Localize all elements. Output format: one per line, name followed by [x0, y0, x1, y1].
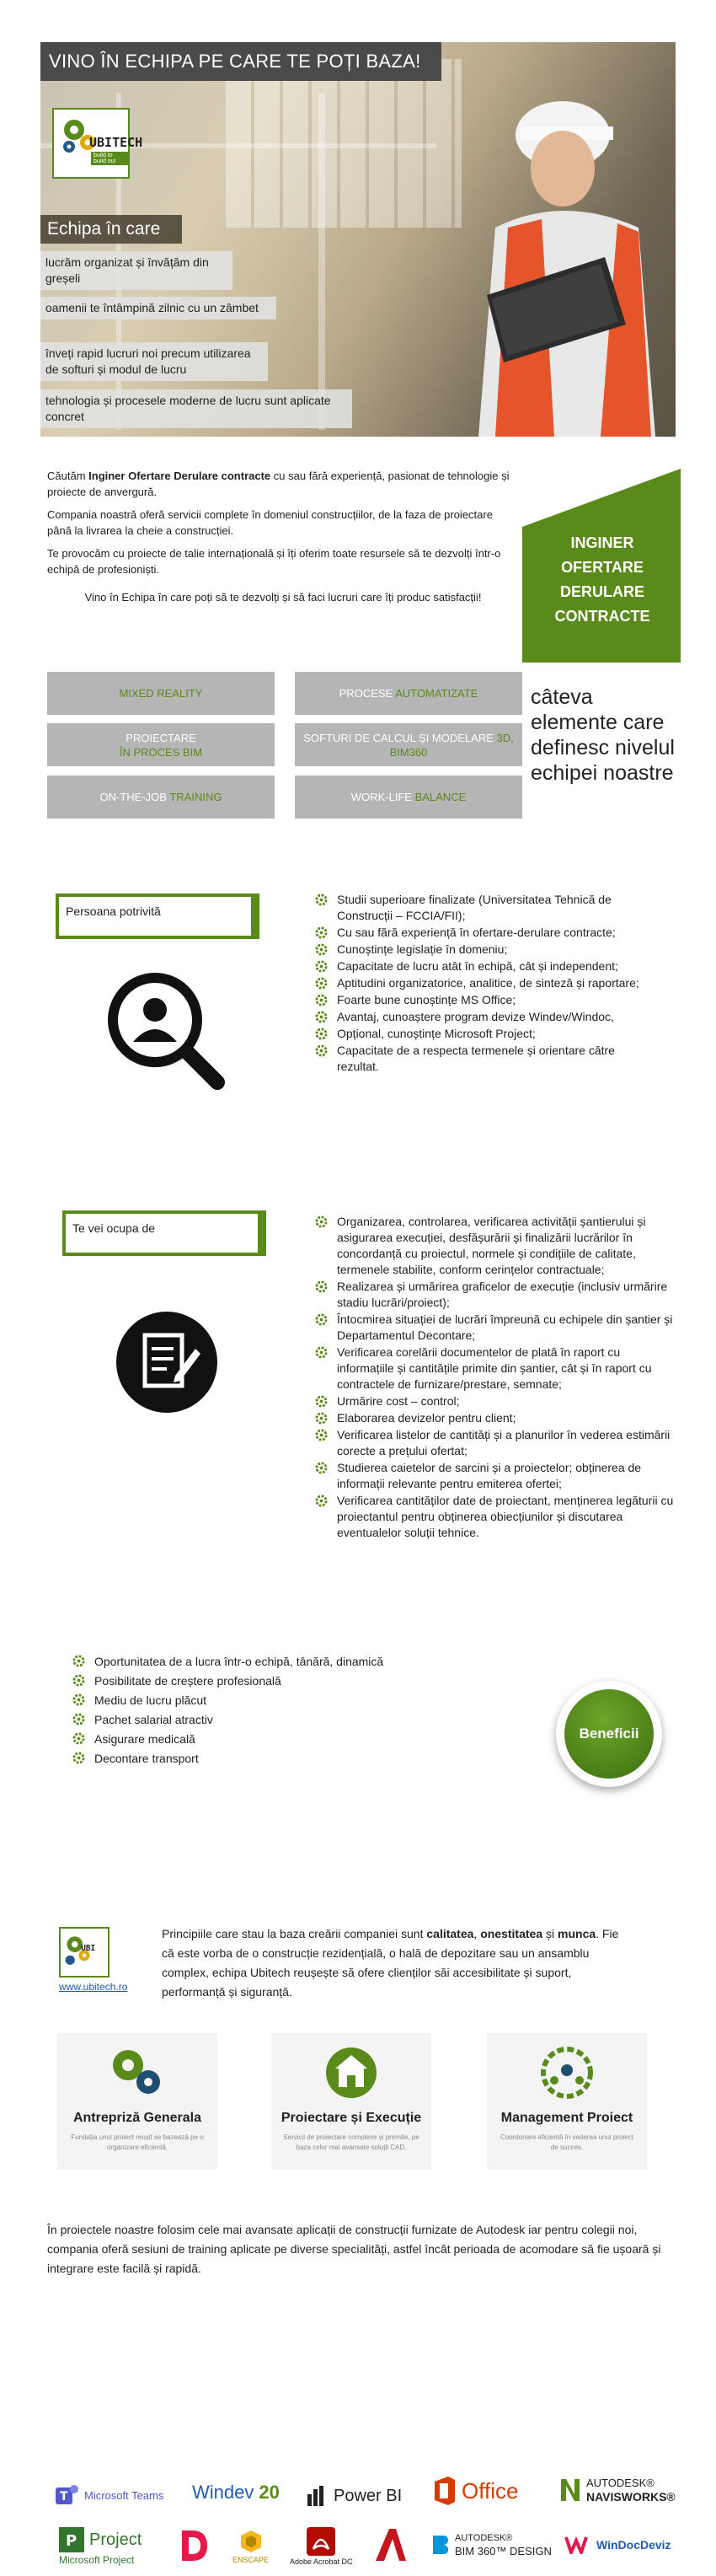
- powerbi-logo: [305, 2484, 402, 2508]
- windev-number: 20: [259, 2482, 280, 2503]
- cog-icon: [72, 1732, 85, 1745]
- list-item-text: Avantaj, cunoaștere program devize Windev/Windoc,: [337, 1010, 614, 1023]
- list-item: [315, 892, 652, 924]
- cell-text: PROCESE: [339, 687, 396, 700]
- intro-paragraph: Compania noastră oferă servicii complete în domeniul construcțiilor, de la faza de proiectare până la livrarea la cheie a construcției.: [47, 508, 493, 537]
- duties-list: [315, 1214, 679, 1542]
- list-item-text: Oportunitatea de a lucra într-o echipă, tânără, dinamică: [94, 1655, 384, 1668]
- cog-icon: [315, 926, 328, 939]
- service-card: [487, 2033, 647, 2170]
- list-item: [315, 1344, 679, 1393]
- list-item: [315, 1393, 679, 1409]
- list-item-text: Pachet salarial atractiv: [94, 1713, 213, 1726]
- list-item: [72, 1691, 477, 1709]
- project-label: Project: [89, 2530, 142, 2549]
- project-icon: [59, 2527, 84, 2552]
- list-item-text: Posibilitate de creștere profesională: [94, 1674, 281, 1688]
- list-item-text: Capacitate de lucru atât în echipă, cât și independent;: [337, 959, 618, 973]
- cell-text: WORK-LIFE: [350, 791, 415, 803]
- autocad-icon: [374, 2527, 408, 2563]
- benefits-label: Beneficii: [564, 1689, 654, 1779]
- svg-text:UBI: UBI: [81, 1944, 96, 1954]
- office-logo: [431, 2477, 518, 2505]
- card-title: Management Proiect: [500, 2111, 633, 2125]
- intro-text: [47, 468, 519, 612]
- enscape-logo: [232, 2529, 269, 2564]
- service-card: [271, 2033, 431, 2170]
- hero-title: VINO ÎN ECHIPA PE CARE TE POȚI BAZA!: [40, 42, 441, 81]
- company-value: munca: [558, 1927, 596, 1940]
- list-item: [72, 1652, 477, 1671]
- cog-icon: [72, 1713, 85, 1725]
- cell-text: SOFTURI DE CALCUL ȘI MODELARE: [303, 731, 497, 744]
- list-item-text: Mediu de lucru plăcut: [94, 1693, 207, 1707]
- list-item: [315, 1214, 679, 1278]
- cell-highlight: MIXED REALITY: [119, 687, 203, 700]
- autodesk-label: AUTODESK®: [586, 2477, 655, 2489]
- benefits-badge: [556, 1681, 662, 1787]
- acrobat-icon: [307, 2527, 335, 2556]
- intro-cta: Vino în Echipa în care poți să te dezvolți și să faci lucruri care îți produc satisfacții!: [84, 591, 482, 604]
- office-label: Office: [462, 2477, 519, 2504]
- cog-icon: [315, 943, 328, 956]
- cell-highlight: AUTOMATIZATE: [395, 687, 478, 700]
- card-description: Servicii de proiectare complexe și premite, pe baza celor mai avansate soluții CAD.: [283, 2133, 419, 2151]
- bim360-label: BIM 360™ DESIGN: [455, 2545, 552, 2557]
- windev-label: Windev: [192, 2482, 254, 2503]
- elements-caption: câteva elemente care definesc nivelul echipei noastre: [531, 685, 675, 785]
- benefits-list: [72, 1652, 477, 1768]
- msproject-logo: [59, 2527, 142, 2566]
- list-item-text: Asigurare medicală: [94, 1732, 195, 1746]
- element-cell: [47, 672, 275, 715]
- navisworks-text: [586, 2477, 676, 2504]
- element-cell: [295, 775, 522, 818]
- team-item: înveți rapid lucruri noi precum utilizarea de softuri și modul de lucru: [40, 342, 268, 381]
- acrobat-label: Adobe Acrobat DC: [290, 2557, 353, 2566]
- intro-job-name: Inginer Ofertare Derulare contracte: [88, 470, 271, 482]
- windoc-icon: [564, 2536, 591, 2554]
- list-item: [72, 1730, 477, 1748]
- cog-icon: [72, 1674, 85, 1687]
- document-icon: [116, 1312, 217, 1413]
- d-app-icon: [179, 2529, 209, 2563]
- list-item: [315, 1026, 652, 1042]
- gears-icon: [61, 1929, 108, 1976]
- list-item: [315, 975, 652, 991]
- list-item: [315, 1410, 679, 1426]
- list-item: [315, 1043, 652, 1075]
- enscape-icon: [238, 2529, 264, 2554]
- intro-paragraph: [47, 468, 519, 500]
- list-item-text: Verificarea cantităților date de proiectant, menținerea legăturii cu proiectantul pentru obținerea obiecțiunilor și discutarea eventualelor soluții tehnice.: [337, 1494, 674, 1539]
- teams-icon: [52, 2482, 79, 2508]
- company-text: . Fie că este vorba de o construcție rezidențială, o hală de depozitare sau un ansamblu complex, echipa Ubitech reușește să ofere clienților săi accesibilitate și suport, performanță și siguranță.: [162, 1927, 619, 1999]
- teams-logo: [52, 2482, 163, 2508]
- cog-icon: [315, 1346, 328, 1359]
- msproject-top: [59, 2527, 142, 2552]
- cog-icon: [315, 894, 328, 906]
- navisworks-icon: [559, 2477, 581, 2503]
- profile-tab: [56, 894, 259, 939]
- cell-text: ON-THE-JOB: [99, 791, 170, 803]
- cog-icon: [72, 1655, 85, 1667]
- duties-tab: [62, 1210, 266, 1256]
- company-website-link[interactable]: www.ubitech.ro: [59, 1981, 128, 1993]
- cog-icon: [315, 1462, 328, 1474]
- logo-brand: UBITECH: [89, 135, 143, 150]
- cell-highlight: ÎN PROCES BIM: [119, 745, 203, 759]
- cog-icon: [315, 1028, 328, 1040]
- list-item: [315, 958, 652, 974]
- job-title: INGINER OFERTARE DERULARE CONTRACTE: [554, 534, 650, 625]
- list-item-text: Studii superioare finalizate (Universitatea Tehnică de Construcții – FCCIA/FII);: [337, 893, 612, 922]
- navisworks-logo: [559, 2477, 676, 2504]
- list-item-text: Cu sau fără experiență în ofertare-derulare contracte;: [337, 926, 616, 939]
- company-value: calitatea: [426, 1927, 474, 1940]
- svg-text:T: T: [60, 2490, 68, 2504]
- list-item-text: Aptitudini organizatorice, analitice, de sinteză și raportare;: [337, 976, 639, 990]
- company-text: și: [542, 1927, 558, 1940]
- cog-icon: [315, 1280, 328, 1293]
- cog-icon: [315, 1313, 328, 1326]
- cog-icon: [315, 1216, 328, 1228]
- list-item-text: Întocmirea situației de lucrări împreună cu echipele din șantier și Departamentul Decontare;: [337, 1312, 673, 1342]
- profile-list: [315, 892, 652, 1076]
- cog-icon: [315, 960, 328, 973]
- intro-paragraph: Te provocăm cu proiecte de talie internațională și îți oferim toate resursele să te dezvolți într-o echipă de profesioniști.: [47, 547, 501, 576]
- list-item-text: Realizarea și urmărirea graficelor de execuție (inclusiv urmărire stadiu lucrări/proiect);: [337, 1280, 668, 1309]
- element-cell: [47, 775, 275, 818]
- card-title: Proiectare și Execuție: [281, 2111, 422, 2125]
- company-text: ,: [473, 1927, 481, 1940]
- list-item-text: Opțional, cunoștințe Microsoft Project;: [337, 1027, 536, 1040]
- cog-icon: [315, 994, 328, 1006]
- company-value: onestitatea: [480, 1927, 543, 1940]
- list-item-text: Urmărire cost – control;: [337, 1394, 460, 1408]
- cog-icon: [315, 1395, 328, 1408]
- powerbi-icon: [305, 2484, 329, 2508]
- card-description: Coordonare eficientă în vederea unui proiect de succes.: [500, 2133, 633, 2151]
- list-item-text: Verificarea corelării documentelor de plată în raport cu informațiile și cantitățile primite din șantier, cât și în raport cu contractele de furnizare/prestare, semnate;: [337, 1345, 652, 1391]
- autodesk-label: AUTODESK®: [455, 2533, 513, 2543]
- cog-icon: [315, 1011, 328, 1023]
- enscape-label: ENSCAPE: [232, 2556, 270, 2564]
- card-description: Fundația unui proiect reușit se bazează pe o organizare eficientă.: [71, 2133, 204, 2151]
- element-cell: [295, 672, 522, 715]
- list-item: [72, 1749, 477, 1768]
- cog-icon: [315, 1044, 328, 1057]
- list-item: [72, 1672, 477, 1690]
- teams-label: Microsoft Teams: [84, 2488, 164, 2502]
- list-item: [315, 1279, 679, 1311]
- list-item-text: Studierea caietelor de sarcini și a proiectelor; obținerea de informații relevante pentru emiterea ofertei;: [337, 1461, 642, 1490]
- team-item: tehnologia și procesele moderne de lucru sunt aplicate concret: [40, 389, 352, 428]
- person-search-icon: [104, 969, 226, 1091]
- list-item-text: Capacitate de a respecta termenele și orientare către rezultat.: [337, 1044, 615, 1073]
- service-card: [57, 2033, 217, 2170]
- card-title: Antrepriză Generala: [72, 2111, 202, 2125]
- list-item-text: Foarte bune cunoștințe MS Office;: [337, 993, 516, 1006]
- gears-icon: [108, 2045, 167, 2101]
- hero-beam: [318, 93, 325, 430]
- acrobat-logo: [290, 2527, 353, 2566]
- list-item: [315, 992, 652, 1008]
- cell-text: PROIECTARE: [126, 731, 196, 744]
- document-edit-icon: [116, 1312, 217, 1413]
- ubitech-logo: [52, 108, 143, 179]
- cell-highlight: 3D, BIM360: [389, 731, 514, 759]
- hero-banner: [40, 42, 676, 437]
- cog-icon: [315, 977, 328, 990]
- building-icon: [322, 2045, 381, 2101]
- list-item-text: Verificarea listelor de cantități și a planurilor în vederea estimării corecte a prețului ofertat;: [337, 1428, 671, 1457]
- list-item: [72, 1710, 477, 1729]
- engineer-photo: [436, 84, 664, 437]
- bim360-text: [455, 2532, 552, 2557]
- company-text: Principiile care stau la baza creării companiei sunt: [162, 1927, 427, 1940]
- list-item-text: Organizarea, controlarea, verificarea activității șantierului și asigurarea execuției, desfășurării și finalizării lucrărilor în concordanță cu proiectul, normele și condițiile de calitate, termenele stabilite, conform cerințelor contractuale;: [337, 1215, 646, 1276]
- element-cell: [47, 723, 275, 766]
- list-item: [315, 1009, 652, 1025]
- navisworks-label: NAVISWORKS®: [586, 2490, 676, 2504]
- list-item-text: Decontare transport: [94, 1752, 199, 1765]
- list-item-text: Cunoștințe legislație în domeniu;: [337, 942, 508, 956]
- duties-tab-label: Te vei ocupa de: [66, 1214, 258, 1253]
- team-heading: Echipa în care: [40, 215, 182, 244]
- office-icon: [431, 2477, 457, 2505]
- team-network-icon: [537, 2045, 596, 2101]
- cog-icon: [315, 1495, 328, 1507]
- company-description: [162, 1924, 625, 2002]
- list-item: [315, 1312, 679, 1344]
- profile-tab-label: Persoana potrivită: [59, 897, 251, 936]
- ubitech-logo-small: [59, 1927, 110, 1978]
- intro-p1-pre: Căutăm: [47, 470, 89, 482]
- cog-icon: [315, 1412, 328, 1425]
- windev-logo: [192, 2482, 280, 2504]
- list-item: [315, 1460, 679, 1492]
- list-item: [315, 942, 652, 958]
- list-item: [315, 1427, 679, 1459]
- powerbi-label: Power BI: [334, 2486, 403, 2505]
- logo-tagline: build to build out: [91, 152, 128, 165]
- svg-text:P: P: [66, 2532, 77, 2550]
- windoc-label: WinDocDeviz: [596, 2538, 671, 2552]
- cog-icon: [72, 1693, 85, 1706]
- team-item: oamenii te întâmpină zilnic cu un zâmbet: [40, 297, 276, 319]
- team-item: lucrăm organizat și învățăm din greșeli: [40, 251, 232, 290]
- element-cell: [295, 723, 522, 766]
- list-item: [315, 1493, 679, 1541]
- cog-icon: [72, 1752, 85, 1764]
- windoc-logo: [564, 2536, 671, 2554]
- cell-highlight: TRAINING: [169, 791, 222, 803]
- cell-highlight: BALANCE: [414, 791, 467, 803]
- bim360-icon: [431, 2534, 450, 2556]
- intro-p1-post: cu sau fără experiență, pasionat de tehnologie și proiecte de anvergură.: [47, 470, 510, 498]
- list-item: [315, 925, 652, 941]
- training-text: În proiectele noastre folosim cele mai avansate aplicații de construcții furnizate de Autodesk iar pentru colegii noi, compania oferă sesiuni de training aplicate pe diverse specialități, astfel încât perioada de acomodare să fie ușoară și integrare este facilă și rapidă.: [47, 2223, 661, 2275]
- cog-icon: [315, 1429, 328, 1441]
- msproject-label: Microsoft Project: [59, 2554, 135, 2566]
- list-item-text: Elaborarea devizelor pentru client;: [337, 1411, 516, 1425]
- bim360-logo: [431, 2532, 552, 2557]
